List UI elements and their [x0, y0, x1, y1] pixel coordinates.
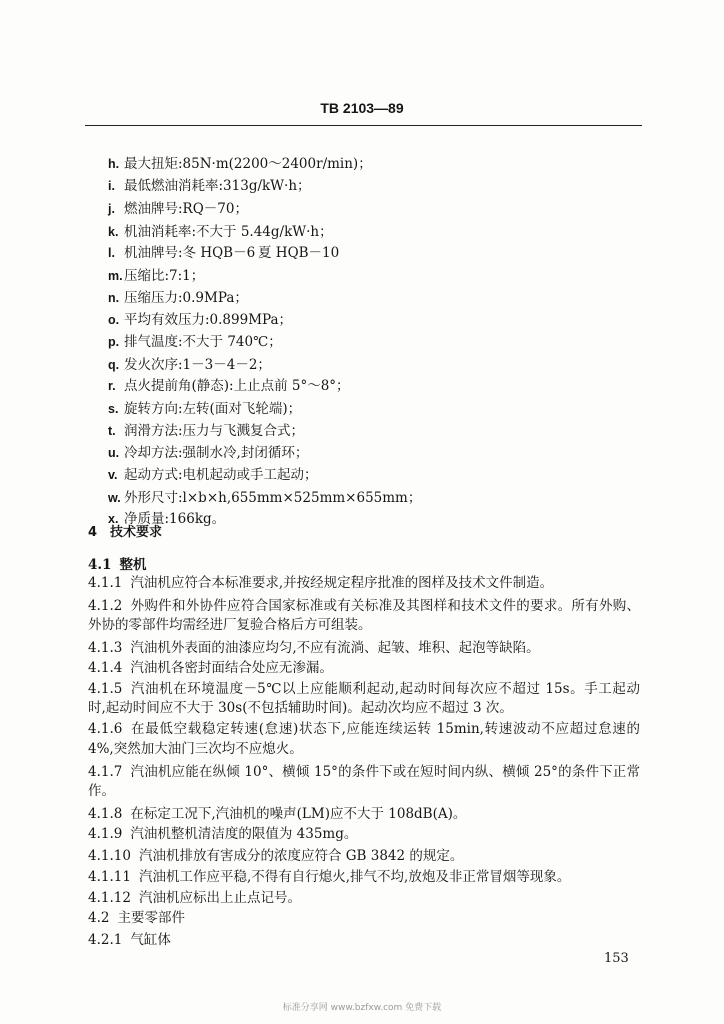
spec-text-secondary: 夏 HQB－10 [258, 245, 340, 261]
clause-number: 4.2 [88, 910, 110, 926]
spec-text: 起动方式:电机起动或手工起动； [124, 467, 318, 483]
clause-heading [88, 931, 171, 949]
clause-number: 4.1.2 [88, 598, 123, 614]
clause-number: 4.1.10 [88, 848, 131, 864]
spec-text: 发火次序:1－3－4－2； [124, 357, 271, 373]
clause [88, 574, 553, 592]
spec-label: o. [108, 313, 120, 327]
spec-label: w. [108, 491, 121, 505]
section-number: 4 [88, 525, 98, 540]
clause [88, 825, 357, 843]
clause-text: 汽油机应标出上止点记号。 [138, 890, 301, 906]
clause-text: 外购件和外协件应符合国家标准或有关标准及其图样和技术文件的要求。所有外购、 [130, 598, 640, 614]
clause [88, 805, 466, 823]
spec-label: u. [108, 446, 120, 460]
clause-number: 4.1.9 [88, 826, 123, 842]
clause-continuation: 时,起动时间应不大于 30s(不包括辅助时间)。起动次均应不超过 3 次。 [88, 700, 513, 716]
spec-label: h. [108, 157, 120, 171]
clause-text: 汽油机工作应平稳,不得有自行熄火,排气不均,放炮及非正常冒烟等现象。 [138, 869, 571, 885]
spec-label: p. [108, 335, 120, 349]
spec-text: 净质量:166kg。 [124, 511, 226, 527]
clause-number: 4.1 [88, 557, 112, 573]
clause-text: 汽油机整机清洁度的限值为 435mg。 [130, 826, 358, 842]
clause-text: 在标定工况下,汽油机的噪声(LM)应不大于 108dB(A)。 [130, 806, 467, 822]
spec-text: 压缩压力:0.9MPa； [124, 290, 248, 306]
clause-text: 整机 [119, 557, 147, 573]
spec-text: 平均有效压力:0.899MPa； [124, 312, 293, 328]
spec-text: 外形尺寸:l×b×h,655mm×525mm×655mm； [124, 490, 422, 506]
clause-number: 4.1.5 [88, 681, 123, 697]
spec-text: 最大扭矩:85N·m(2200～2400r/min)； [124, 156, 372, 172]
clause-text: 汽油机在环境温度－5℃以上应能顺利起动,起动时间每次应不超过 15s。手工起动 [130, 681, 640, 697]
clause-text: 汽油机应符合本标准要求,并按经规定程序批准的图样及技术文件制造。 [130, 575, 554, 591]
section-title: 技术要求 [110, 525, 163, 540]
clause [88, 680, 640, 698]
spec-label: l. [108, 246, 115, 260]
spec-label: j. [108, 202, 115, 216]
section-heading [88, 524, 162, 542]
spec-label: q. [108, 358, 120, 372]
clause [88, 763, 640, 781]
spec-text: 润滑方法:压力与飞溅复合式； [124, 423, 305, 439]
clause-number: 4.1.12 [88, 890, 131, 906]
spec-label: t. [108, 424, 116, 438]
spec-text: 点火提前角(静态):上止点前 5°～8°； [124, 378, 350, 394]
clause-number: 4.1.7 [88, 764, 123, 780]
spec-label: k. [108, 225, 119, 239]
clause [88, 720, 640, 738]
clause-heading [88, 909, 185, 927]
clause-text: 主要零部件 [117, 910, 185, 926]
clause-text: 在最低空载稳定转速(怠速)状态下,应能连续运转 15min,转速波动不应超过怠速的 [130, 721, 640, 737]
clause-heading [88, 556, 147, 574]
spec-label: s. [108, 402, 119, 416]
clause-number: 4.1.6 [88, 721, 123, 737]
spec-text: 压缩比:7:1； [124, 268, 205, 284]
clause-text: 汽油机排放有害成分的浓度应符合 GB 3842 的规定。 [138, 848, 464, 864]
clause-number: 4.1.3 [88, 640, 123, 656]
header-rule [85, 125, 642, 126]
clause-number: 4.1.1 [88, 575, 123, 591]
clause-text: 气缸体 [130, 932, 171, 948]
spec-text: 机油牌号:冬 HQB－6 [124, 245, 256, 261]
clause [88, 659, 333, 677]
spec-text: 机油消耗率:不大于 5.44g/kW·h； [124, 224, 333, 240]
clause-text: 汽油机各密封面结合处应无渗漏。 [130, 660, 333, 676]
clause-number: 4.2.1 [88, 932, 123, 948]
spec-text: 排气温度:不大于 740℃； [124, 334, 282, 350]
clause [88, 889, 301, 907]
clause-continuation: 作。 [88, 783, 115, 799]
spec-label: i. [108, 179, 115, 193]
clause-text: 汽油机应能在纵倾 10°、横倾 15°的条件下或在短时间内纵、横倾 25°的条件下正常 [130, 764, 640, 780]
spec-text: 燃油牌号:RQ－70； [124, 201, 248, 217]
clause-text: 汽油机外表面的油漆应均匀,不应有流淌、起皱、堆积、起泡等缺陷。 [130, 640, 540, 656]
clause-number: 4.1.11 [88, 869, 131, 885]
clause-continuation: 外协的零部件均需经进厂复验合格后方可组装。 [88, 617, 372, 633]
spec-text: 旋转方向:左转(面对飞轮端)； [124, 401, 302, 417]
spec-label: m. [108, 269, 123, 283]
spec-text: 最低燃油消耗率:313g/kW·h； [124, 178, 311, 194]
clause-number: 4.1.4 [88, 660, 123, 676]
clause [88, 868, 570, 886]
clause-continuation: 4%,突然加大油门三次均不应熄火。 [88, 741, 303, 757]
standard-number-header: TB 2103—89 [320, 100, 404, 116]
clause [88, 597, 640, 615]
page-number: 153 [604, 951, 629, 966]
footer-watermark-link[interactable]: 标准分享网 www.bzfxw.com 免费下载 [282, 1003, 442, 1013]
spec-text: 冷却方法:强制水冷,封闭循环； [124, 445, 309, 461]
clause-number: 4.1.8 [88, 806, 123, 822]
clause [88, 847, 463, 865]
spec-label: x. [108, 512, 119, 526]
clause [88, 639, 540, 657]
spec-label: v. [108, 468, 118, 482]
spec-label: r. [108, 379, 116, 393]
spec-label: n. [108, 291, 120, 305]
